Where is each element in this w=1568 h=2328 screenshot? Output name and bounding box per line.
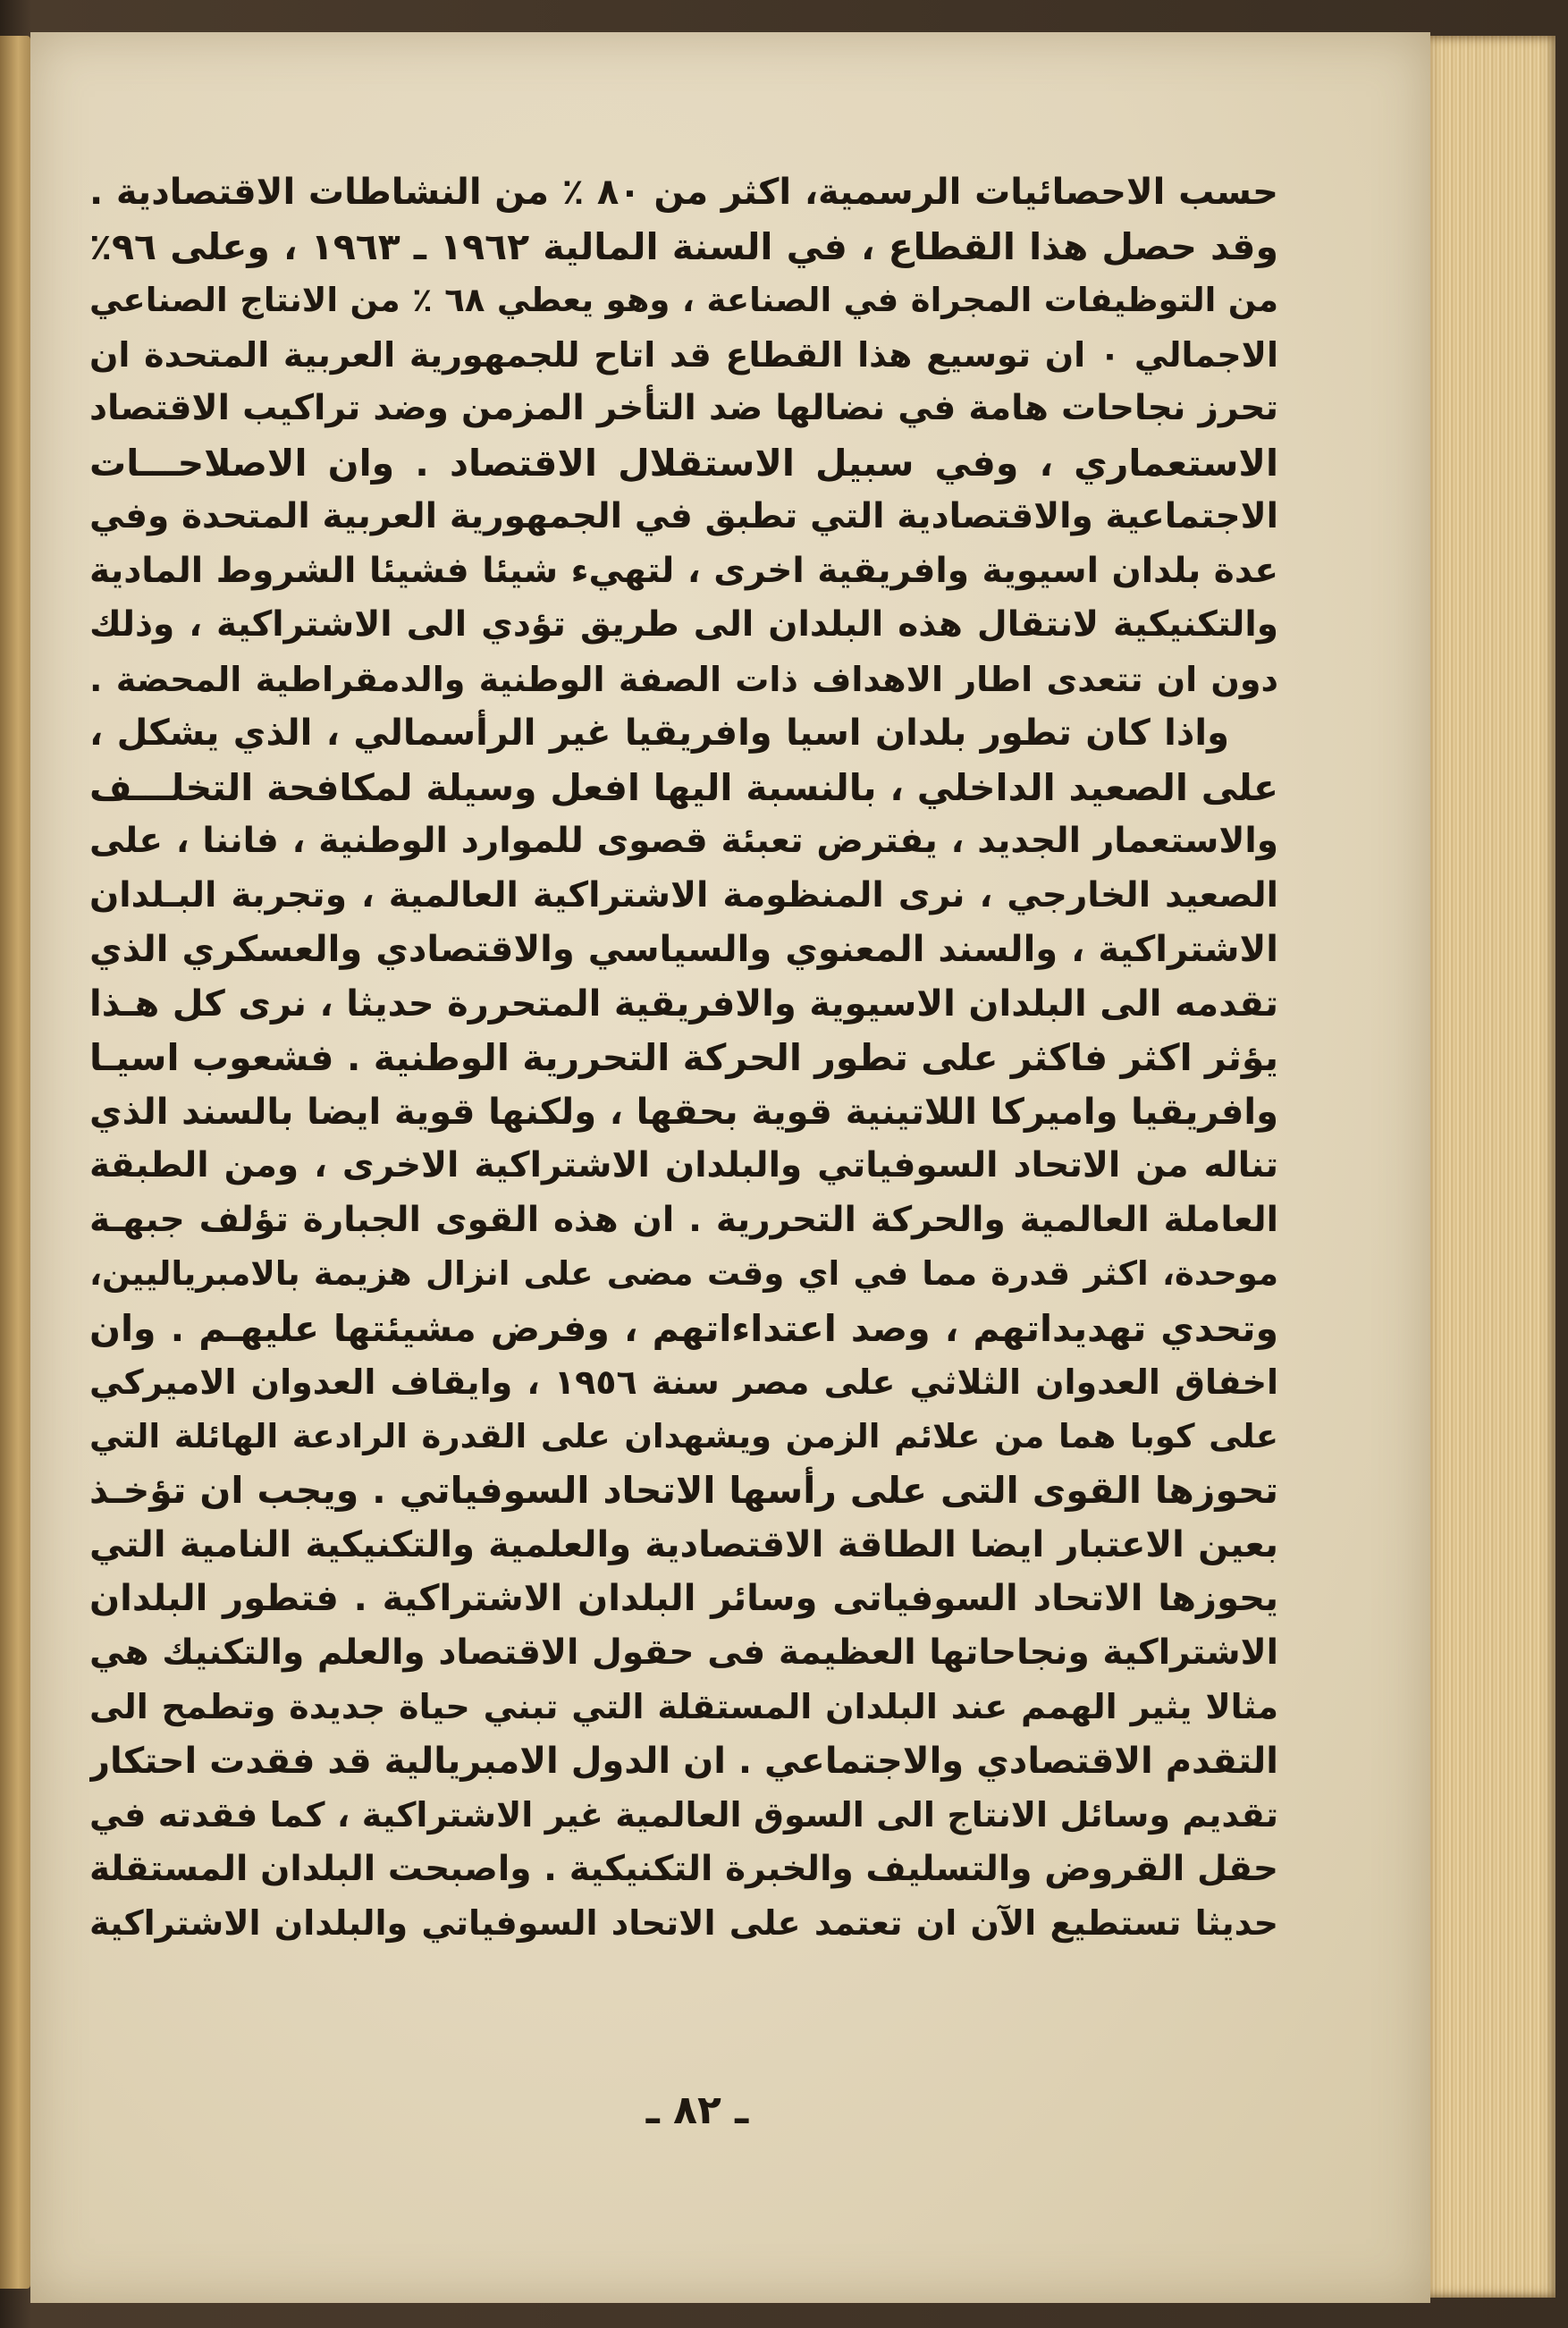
text-line: تحوزها القوى التى على رأسها الاتحاد السوفياتي . ويجب ان تؤخـذ (89, 1469, 1278, 1512)
text-line: على كوبا هما من علائم الزمن ويشهدان على القدرة الرادعة الهائلة التي (89, 1416, 1278, 1455)
text-line: والتكنيكية لانتقال هذه البلدان الى طريق تؤدي الى الاشتراكية ، وذلك (89, 604, 1278, 645)
text-line: الاجمالي ٠ ان توسيع هذا القطاع قد اتاح للجمهورية العربية المتحدة ان (89, 334, 1278, 375)
text-line: يؤثر اكثر فاكثر على تطور الحركة التحررية الوطنية . فشعوب اسيـا (89, 1036, 1278, 1079)
text-line: مثالا يثير الهمم عند البلدان المستقلة التي تبني حياة جديدة وتطمح الى (89, 1687, 1278, 1726)
text-line: تقديم وسائل الانتاج الى السوق العالمية غير الاشتراكية ، كما فقدته في (89, 1795, 1278, 1835)
text-line: الاشتراكية ، والسند المعنوي والسياسي والاقتصادي والعسكري الذي (89, 929, 1278, 970)
text-line: حسب الاحصائيات الرسمية، اكثر من ٨٠ ٪ من النشاطات الاقتصادية . (89, 172, 1278, 213)
text-line: من التوظيفات المجراة في الصناعة ، وهو يعطي ٦٨ ٪ من الانتاج الصناعي (89, 281, 1278, 319)
text-line: دون ان تتعدى اطار الاهداف ذات الصفة الوطنية والدمقراطية المحضة . (89, 659, 1278, 699)
page-body-text (89, 165, 1278, 1951)
text-line: وقد حصل هذا القطاع ، في السنة المالية ١٩٦٢ ـ ١٩٦٣ ، وعلى ٩٦٪ (89, 224, 1278, 268)
text-line: تحرز نجاحات هامة في نضالها ضد التأخر المزمن وضد تراكيب الاقتصاد (89, 388, 1278, 428)
text-line: موحدة، اكثر قدرة مما في اي وقت مضى على انزال هزيمة بالامبرياليين، (89, 1254, 1278, 1293)
previous-page-edge (0, 36, 30, 2289)
text-line: التقدم الاقتصادي والاجتماعي . ان الدول الامبريالية قد فقدت احتكار (89, 1740, 1278, 1782)
text-line: الاجتماعية والاقتصادية التي تطبق في الجمهورية العربية المتحدة وفي (89, 496, 1278, 536)
text-line: اخفاق العدوان الثلاثي على مصر سنة ١٩٥٦ ، وايقاف العدوان الاميركي (89, 1362, 1278, 1402)
text-line: حديثا تستطيع الآن ان تعتمد على الاتحاد السوفياتي والبلدان الاشتراكية (89, 1903, 1278, 1943)
text-line: حقل القروض والتسليف والخبرة التكنيكية . واصبحت البلدان المستقلة (89, 1848, 1278, 1889)
text-line: الصعيد الخارجي ، نرى المنظومة الاشتراكية العالمية ، وتجربة البـلدان (89, 874, 1278, 915)
text-line: بعين الاعتبار ايضا الطاقة الاقتصادية والعلمية والتكنيكية النامية التي (89, 1523, 1278, 1565)
text-line: وافريقيا واميركا اللاتينية قوية بحقها ، ولكنها قوية ايضا بالسند الذي (89, 1091, 1278, 1133)
stacked-page-edges (1421, 36, 1555, 2298)
text-line: على الصعيد الداخلي ، بالنسبة اليها افعل وسيلة لمكافحة التخلـــف (89, 765, 1278, 809)
text-line: والاستعمار الجديد ، يفترض تعبئة قصوى للموارد الوطنية ، فاننا ، على (89, 821, 1278, 861)
text-line: الاستعماري ، وفي سبيل الاستقلال الاقتصاد . وان الاصلاحـــات (89, 441, 1278, 485)
text-line: تقدمه الى البلدان الاسيوية والافريقية المتحررة حديثا ، نرى كل هـذا (89, 983, 1278, 1025)
text-line: العاملة العالمية والحركة التحررية . ان هذه القوى الجبارة تؤلف جبهـة (89, 1199, 1278, 1240)
text-line: وتحدي تهديداتهم ، وصد اعتداءاتهم ، وفرض مشيئتها عليهـم . وان (89, 1306, 1278, 1350)
text-line: تناله من الاتحاد السوفياتي والبلدان الاشتراكية الاخرى ، ومن الطبقة (89, 1145, 1278, 1185)
paragraph-start-line: واذا كان تطور بلدان اسيا وافريقيا غير الرأسمالي ، الذي يشكل ، (89, 713, 1229, 754)
text-line: يحوزها الاتحاد السوفياتى وسائر البلدان الاشتراكية . فتطور البلدان (89, 1578, 1278, 1619)
page-number: ـ ٨٢ ـ (645, 2088, 749, 2133)
text-line: الاشتراكية ونجاحاتها العظيمة فى حقول الاقتصاد والعلم والتكنيك هي (89, 1632, 1278, 1673)
text-line: عدة بلدان اسيوية وافريقية اخرى ، لتهيء شيئا فشيئا الشروط المادية (89, 550, 1278, 591)
